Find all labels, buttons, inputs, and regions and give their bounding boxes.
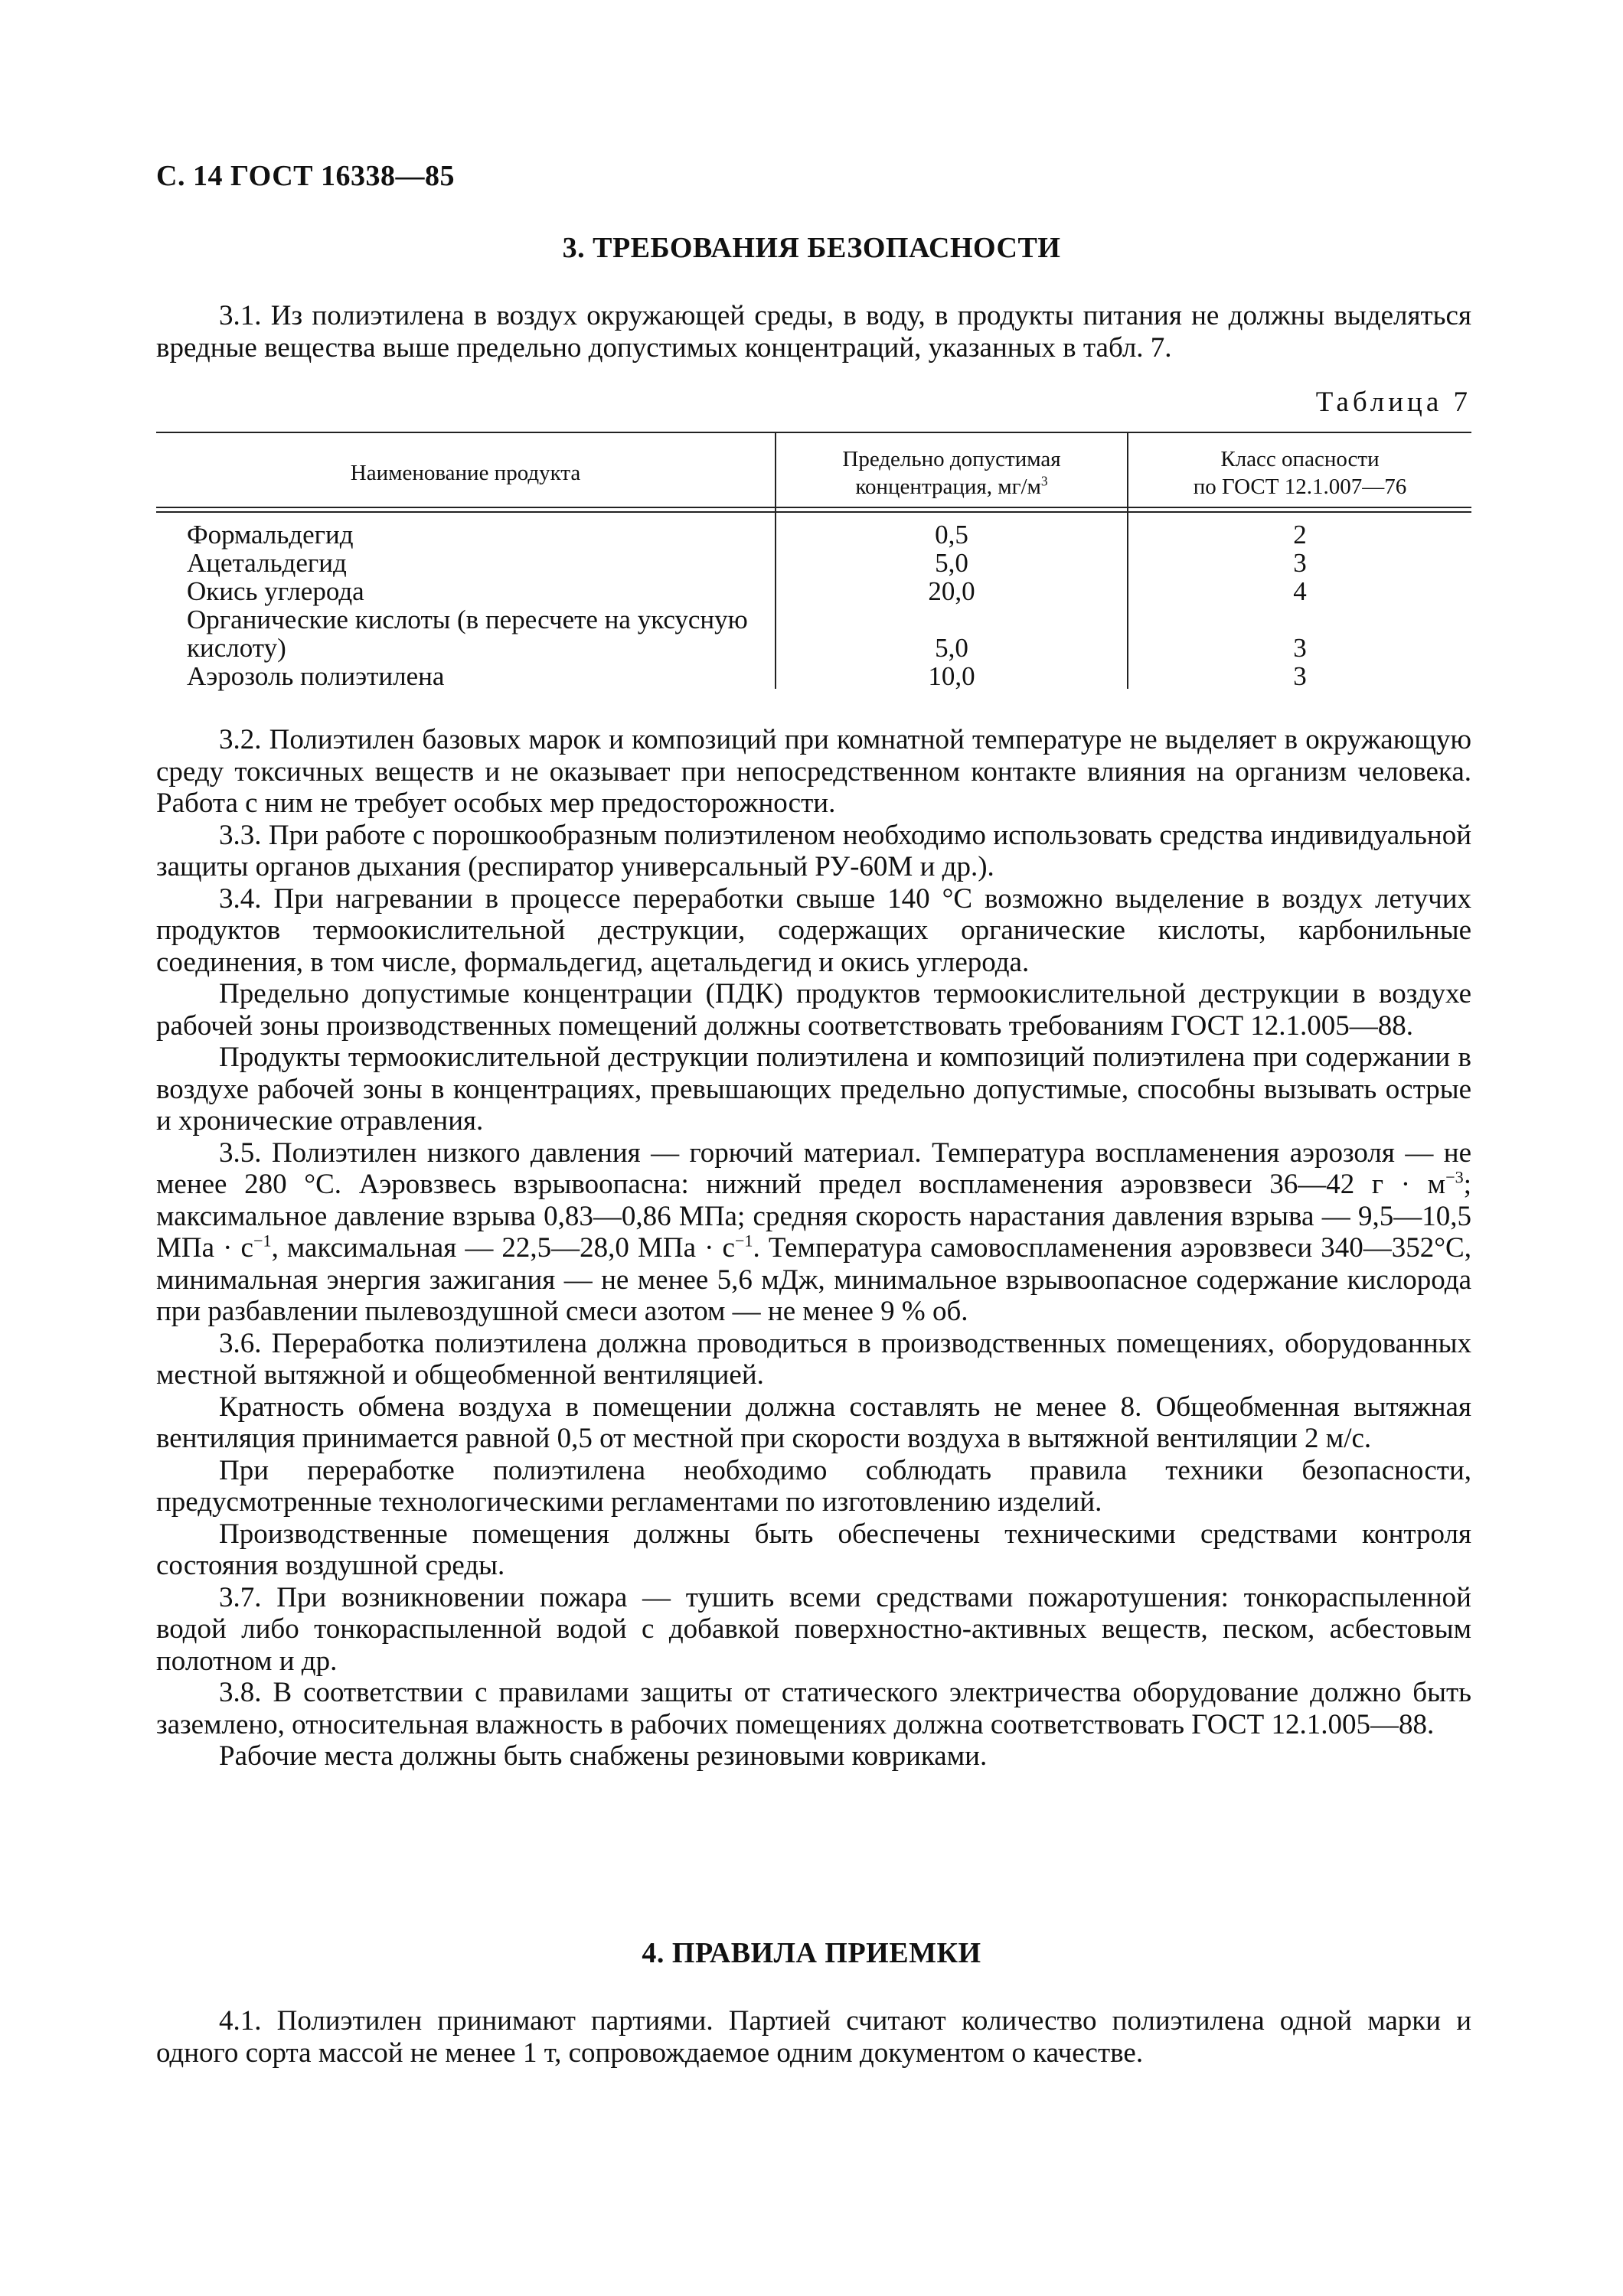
table-cell-class: 2 xyxy=(1293,520,1307,550)
table-cell-pdk: 5,0 xyxy=(935,633,968,663)
section-4-title: 4. ПРАВИЛА ПРИЕМКИ xyxy=(642,1937,981,1969)
section-3-title: 3. ТРЕБОВАНИЯ БЕЗОПАСНОСТИ xyxy=(562,232,1061,264)
paragraph-3-6-control: Производственные помещения должны быть обеспечены техническими средствами контроля состояния воздушной среды. xyxy=(156,1518,1471,1581)
paragraph-4-1: 4.1. Полиэтилен принимают партиями. Партией считают количество полиэтилена одной марки и одного сорта массой не менее 1 т, сопровождаемое одним документом о качестве. xyxy=(156,2005,1471,2069)
table-cell-pdk: 10,0 xyxy=(928,661,975,691)
table-header-hazard-class: Класс опасности по ГОСТ 12.1.007—76 xyxy=(1193,447,1407,499)
paragraph-3-4: 3.4. При нагревании в процессе переработки свыше 140 °С возможно выделение в воздух летучих продуктов термоокислительной деструкции, содержащих органические кислоты, карбонильные соединения, в том числе, формальдегид, ацетальдегид и окись углерода. xyxy=(156,882,1471,978)
paragraph-3-6-air-exchange: Кратность обмена воздуха в помещении должна составлять не менее 8. Общеобменная вытяжная вентиляция принимается равной 0,5 от местной при скорости воздуха в вытяжной вентиляции 2 м/с. xyxy=(156,1391,1471,1454)
paragraph-3-4-products: Продукты термоокислительной деструкции полиэтилена и композиций полиэтилена при содержании в воздухе рабочей зоны в концентрациях, превышающих предельно допустимые, способны вызывать острые и хронические отравления. xyxy=(156,1042,1471,1137)
table-cell-class: 3 xyxy=(1293,548,1307,578)
paragraph-3-1: 3.1. Из полиэтилена в воздух окружающей среды, в воду, в продукты питания не должны выделяться вредные вещества выше предельно допустимых концентраций, указанных в табл. 7. xyxy=(156,300,1471,364)
paragraph-3-7: 3.7. При возникновении пожара — тушить всеми средствами пожаротушения: тонкораспыленной водой либо тонкораспыленной водой с добавкой поверхностно-активных веществ, песком, асбестовым полотном и др. xyxy=(156,1581,1471,1677)
table-header-concentration: Предельно допустимая концентрация, $мг/м^3$ xyxy=(842,447,1061,499)
table-cell-product: Окись углерода xyxy=(187,576,364,606)
paragraph-3-3: 3.3. При работе с порошкообразным полиэтиленом необходимо использовать средства индивидуальной защиты органов дыхания (респиратор универсальный РУ-60М и др.). xyxy=(156,819,1471,882)
paragraph-3-8: 3.8. В соответствии с правилами защиты от статического электричества оборудование должно быть заземлено, относительная влажность в рабочих помещениях должна соответствовать ГОСТ 12.1.005—88. xyxy=(156,1677,1471,1740)
table-cell-product: Ацетальдегид xyxy=(187,548,347,578)
table-cell-product: Аэрозоль полиэтилена xyxy=(187,661,445,691)
paragraph-3-4-pdk: Предельно допустимые концентрации (ПДК) продуктов термоокислительной деструкции в воздухе рабочей зоны производственных помещений должны соответствовать требованиям ГОСТ 12.1.005—88. xyxy=(156,978,1471,1042)
paragraph-3-2: 3.2. Полиэтилен базовых марок и композиций при комнатной температуре не выделяет в окружающую среду токсичных веществ и не оказывает при непосредственном контакте влияния на организм человека. Работа с ним не требует особых мер предосторожности. xyxy=(156,724,1471,819)
table-cell-pdk: 20,0 xyxy=(928,576,975,606)
table-top-rule xyxy=(156,432,1471,433)
table-cell-pdk: 5,0 xyxy=(935,548,968,578)
paragraph-3-8-mats: Рабочие места должны быть снабжены резиновыми ковриками. xyxy=(219,1740,988,1772)
table-caption: Таблица 7 xyxy=(1315,386,1471,418)
paragraph-3-6-safety-rules: При переработке полиэтилена необходимо соблюдать правила техники безопасности, предусмотренные технологическими регламентами по изготовлению изделий. xyxy=(156,1454,1471,1518)
table-cell-pdk: 0,5 xyxy=(935,520,968,550)
table-cell-class: 3 xyxy=(1293,661,1307,691)
table-cell-class: 3 xyxy=(1293,633,1307,663)
table-cell-product: Формальдегид xyxy=(187,520,354,550)
table-cell-product: кислоту) xyxy=(187,633,286,663)
table-cell-product: Органические кислоты (в пересчете на уксусную xyxy=(187,605,748,634)
paragraph-3-6: 3.6. Переработка полиэтилена должна проводиться в производственных помещениях, оборудованных местной вытяжной и общеобменной вентиляцией. xyxy=(156,1327,1471,1391)
section-3-body xyxy=(156,724,1471,1773)
table-cell-class: 4 xyxy=(1293,576,1307,606)
page-header: С. 14 ГОСТ 16338—85 xyxy=(156,160,455,192)
table-header-rule xyxy=(156,507,1471,513)
paragraph-3-5: 3.5. Полиэтилен низкого давления — горючий материал. Температура воспламенения аэрозоля — не менее 280 °С. Аэровзвесь взрывоопасна: нижний предел воспламенения аэровзвеси 36—42 $г \cdot м^{-3}$; максимальное давление взрыва 0,83—0,86 МПа; средняя скорость нарастания давления взрыва — 9,5—10,5 МПа · $с^{-1}$, максимальная — 22,5—28,0 МПа · $с^{-1}$. Температура самовоспламенения аэровзвеси 340—352°С, минимальная энергия зажигания — не менее 5,6 мДж, минимальное взрывоопасное содержание кислорода при разбавлении пылевоздушной смеси азотом — не менее 9 % об. xyxy=(156,1137,1471,1327)
table-header-product: Наименование продукта xyxy=(350,461,581,485)
